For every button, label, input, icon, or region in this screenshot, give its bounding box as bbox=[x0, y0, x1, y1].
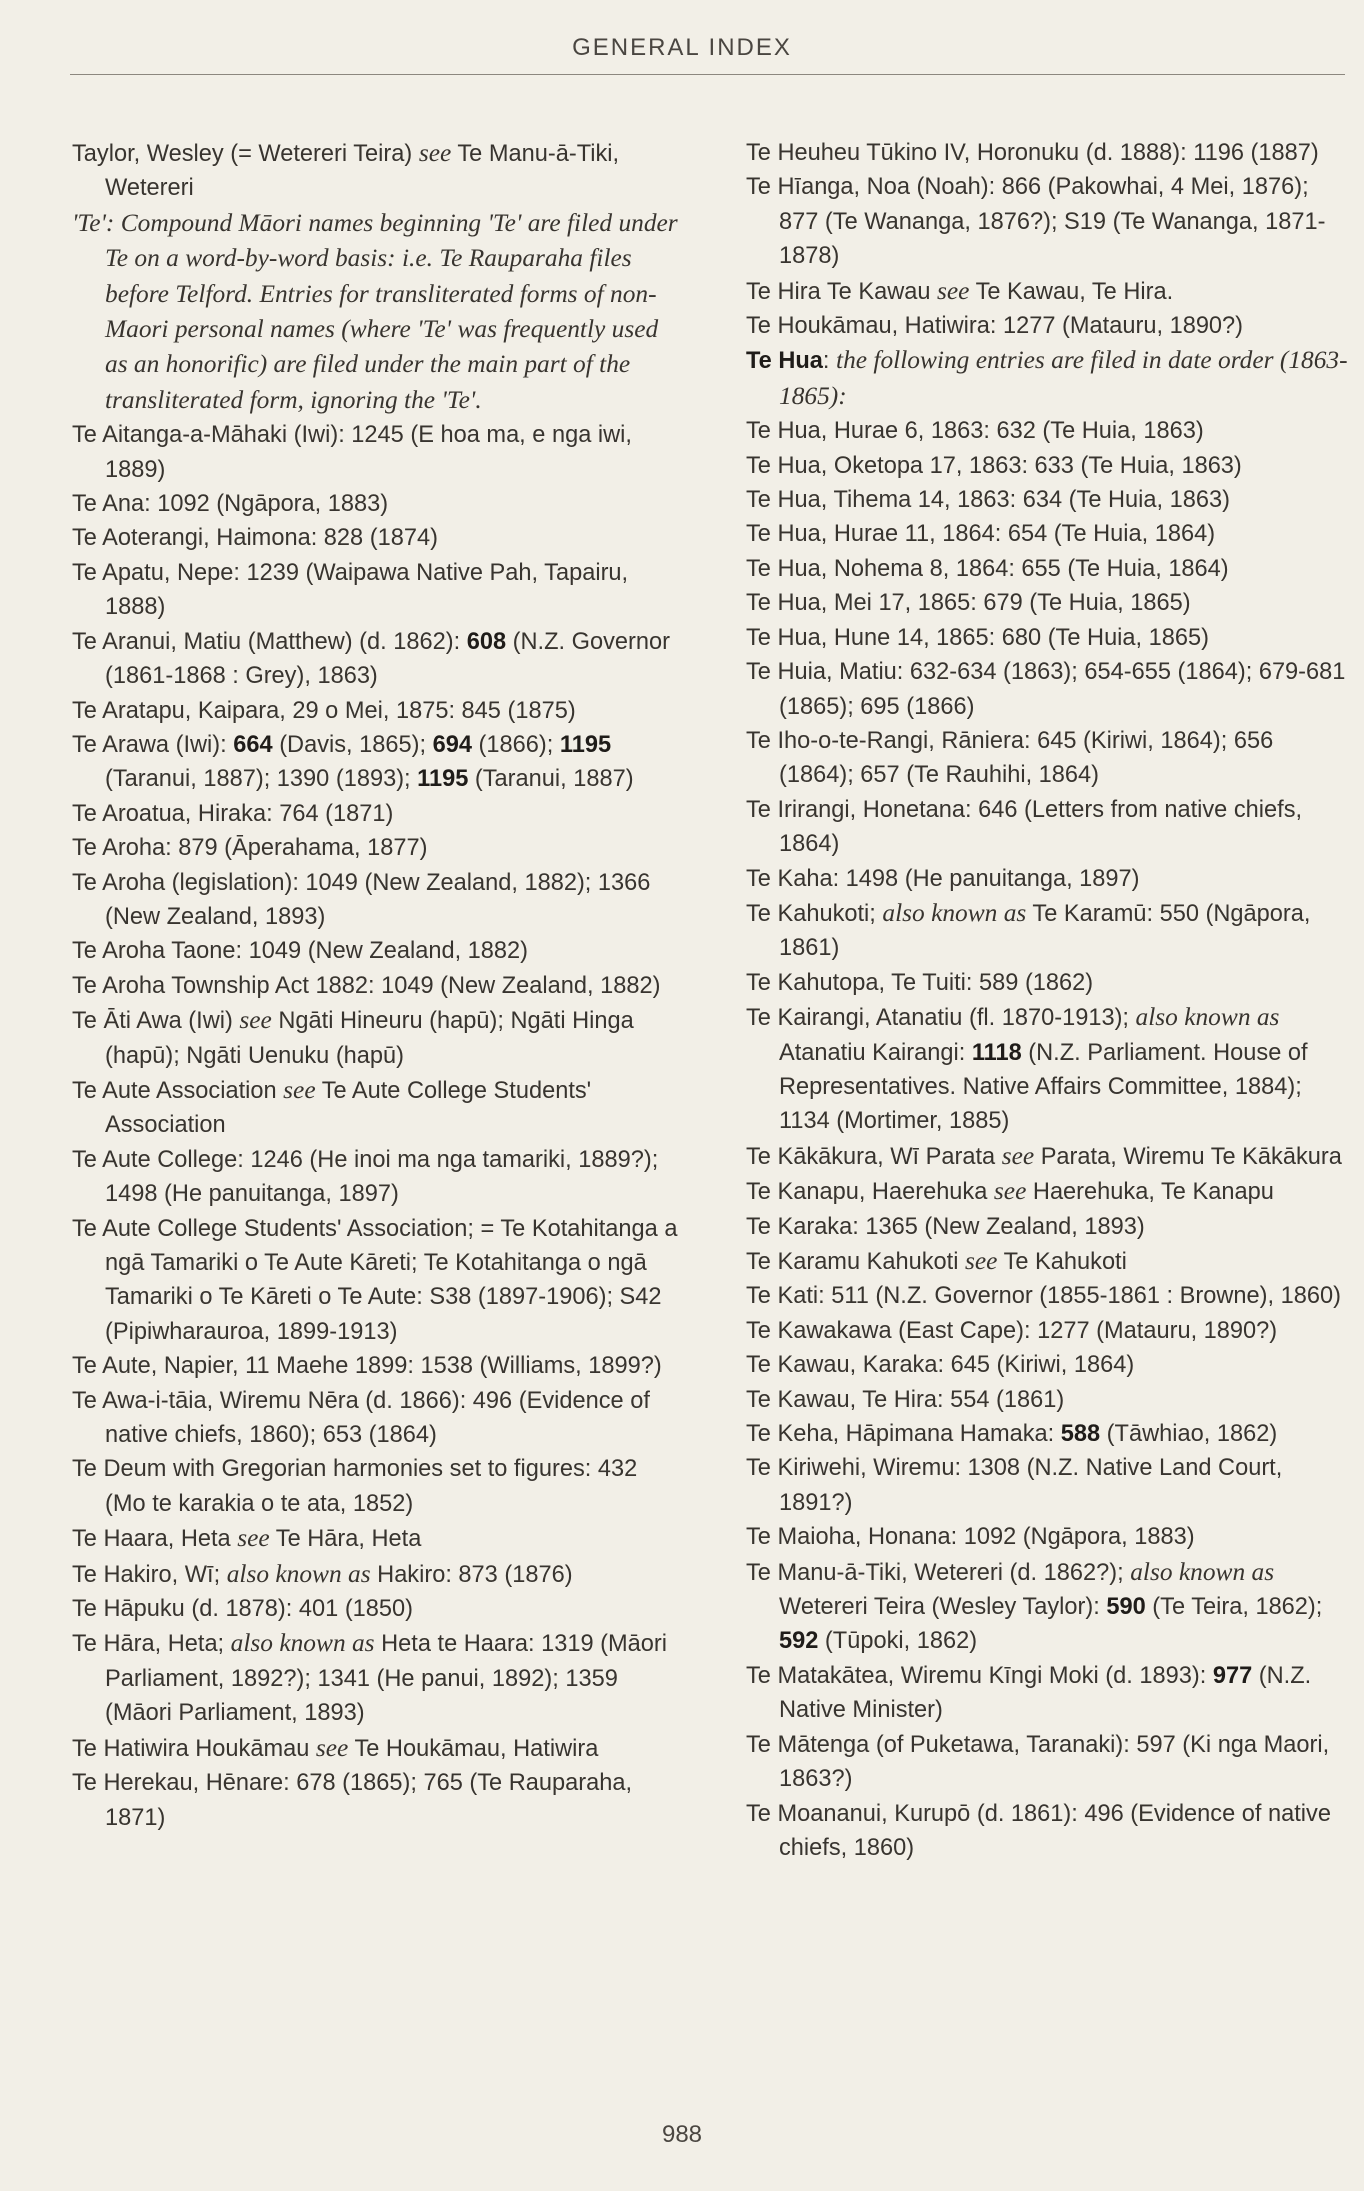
entry-text: Te Kākākura, Wī Parata bbox=[746, 1143, 1002, 1170]
entry-text: also known as bbox=[882, 898, 1027, 927]
index-entry bbox=[746, 724, 1350, 793]
entry-text: Te Karamū: 550 (Ngāpora, 1861) bbox=[779, 900, 1311, 962]
entry-text: (N.Z. Parliament. House of Representatives. Native Affairs Committee, 1884); 1134 (Mortimer, 1885) bbox=[779, 1039, 1308, 1135]
entry-text: Te Kahukoti; bbox=[746, 900, 883, 927]
entry-text: Te Hāra, Heta bbox=[269, 1526, 422, 1553]
entry-text: Te Āti Awa (Iwi) bbox=[72, 1008, 240, 1035]
running-head: GENERAL INDEX bbox=[572, 34, 792, 61]
entry-text: Te Hua bbox=[746, 348, 823, 375]
index-entry bbox=[746, 1244, 1350, 1279]
index-entry bbox=[72, 1592, 682, 1626]
entry-text: 590 bbox=[1106, 1594, 1146, 1621]
entry-text: Te Hua, Mei 17, 1865: 679 (Te Huia, 1865) bbox=[746, 590, 1191, 617]
index-entry bbox=[746, 621, 1350, 655]
entry-text: (Tūpoki, 1862) bbox=[818, 1628, 978, 1655]
entry-text: Haerehuka, Te Kanapu bbox=[1026, 1179, 1274, 1206]
entry-text: Te Kawakawa (East Cape): 1277 (Matauru, 1890?) bbox=[746, 1317, 1278, 1344]
entry-text: Te Aoterangi, Haimona: 828 (1874) bbox=[72, 525, 438, 552]
entry-text: Te Kaha: 1498 (He panuitanga, 1897) bbox=[746, 865, 1140, 892]
index-entry bbox=[72, 969, 682, 1003]
index-entry bbox=[72, 866, 682, 935]
index-entry bbox=[746, 309, 1350, 343]
entry-text: Te Hua, Hune 14, 1865: 680 (Te Huia, 1865) bbox=[746, 624, 1210, 651]
entry-text: Te Ana: 1092 (Ngāpora, 1883) bbox=[72, 491, 389, 518]
entry-text: Te Maioha, Honana: 1092 (Ngāpora, 1883) bbox=[746, 1524, 1195, 1551]
index-entry bbox=[746, 966, 1350, 1000]
entry-text: Te Hakiro, Wī; bbox=[72, 1561, 227, 1588]
header-rule bbox=[70, 74, 1345, 75]
entry-text: Te Houkāmau, Hatiwira bbox=[348, 1735, 599, 1762]
index-entry bbox=[72, 521, 682, 555]
entry-text: Te Haara, Heta bbox=[72, 1526, 238, 1553]
index-entry bbox=[746, 1659, 1350, 1728]
index-entry bbox=[72, 694, 682, 728]
entry-text: see bbox=[239, 1006, 272, 1035]
index-entry bbox=[72, 1143, 682, 1212]
index-entry bbox=[746, 1314, 1350, 1348]
index-entry bbox=[746, 1279, 1350, 1313]
index-entry bbox=[72, 1212, 682, 1350]
index-entry bbox=[746, 1417, 1350, 1451]
index-entry bbox=[746, 1174, 1350, 1209]
entry-text: Te Kawau, Karaka: 645 (Kiriwi, 1864) bbox=[746, 1352, 1135, 1379]
entry-text: Te Kahukoti bbox=[997, 1249, 1127, 1275]
index-entry bbox=[72, 831, 682, 865]
entry-text: (Davis, 1865); bbox=[272, 731, 433, 758]
entry-text: Te Huia, Matiu: 632-634 (1863); 654-655 (1864); 679-681 (1865); 695 (1866) bbox=[746, 659, 1346, 720]
entry-text: Te Mātenga (of Puketawa, Taranaki): 597 (Ki nga Maori, 1863?) bbox=[746, 1731, 1330, 1793]
entry-text: Te Kairangi, Atanatiu (fl. 1870-1913); bbox=[746, 1005, 1136, 1032]
entry-text: Parata, Wiremu Te Kākākura bbox=[1034, 1143, 1342, 1170]
entry-text: Atanatiu Kairangi: bbox=[779, 1039, 972, 1066]
index-entry bbox=[72, 728, 682, 797]
index-entry bbox=[746, 1797, 1350, 1866]
entry-text: 'Te': Compound Māori names beginning 'Te' are filed under Te on a word-by-word basis: i.e. Te Rauparaha files before Telford. Entries for transliterated forms of non-Maori personal names (where 'Te' was frequently used as an honorific) are filed under the main part of the transliterated form, ignoring the 'Te'. bbox=[72, 208, 678, 414]
index-entry bbox=[746, 793, 1350, 862]
entry-text: Te Houkāmau, Hatiwira: 1277 (Matauru, 1890?) bbox=[746, 313, 1244, 340]
entry-text: 1195 bbox=[559, 731, 612, 758]
entry-text: Te Hua, Hurae 6, 1863: 632 (Te Huia, 1863) bbox=[746, 418, 1204, 445]
entry-text: Te Hua, Oketopa 17, 1863: 633 (Te Huia, 1863) bbox=[746, 452, 1242, 479]
entry-text: Te Kiriwehi, Wiremu: 1308 (N.Z. Native Land Court, 1891?) bbox=[746, 1455, 1283, 1516]
entry-text: Te Hāra, Heta; bbox=[72, 1631, 231, 1658]
index-entry bbox=[72, 1557, 682, 1592]
entry-text: (Te Teira, 1862); bbox=[1145, 1594, 1323, 1621]
entry-text: Te Apatu, Nepe: 1239 (Waipawa Native Pah, Tapairu, 1888) bbox=[72, 559, 629, 621]
entry-text: Te Aratapu, Kaipara, 29 o Mei, 1875: 845 (1875) bbox=[72, 697, 576, 724]
index-entry bbox=[72, 206, 682, 418]
index-entry bbox=[72, 1384, 682, 1453]
entry-text: Te Hāpuku (d. 1878): 401 (1850) bbox=[72, 1596, 414, 1623]
index-entry bbox=[72, 556, 682, 625]
index-entry bbox=[72, 1452, 682, 1521]
entry-text: (Tāwhiao, 1862) bbox=[1100, 1421, 1278, 1448]
entry-text: Te Irirangi, Honetana: 646 (Letters from native chiefs, 1864) bbox=[746, 796, 1303, 858]
index-entry bbox=[746, 1139, 1350, 1174]
entry-text: Te Moananui, Kurupō (d. 1861): 496 (Evidence of native chiefs, 1860) bbox=[746, 1800, 1331, 1861]
entry-text: Taylor, Wesley (= Wetereri Teira) bbox=[72, 141, 419, 167]
entry-text: Te Aroha Township Act 1882: 1049 (New Zealand, 1882) bbox=[72, 972, 661, 999]
index-entry bbox=[746, 862, 1350, 896]
entry-text: Hakiro: 873 (1876) bbox=[370, 1561, 573, 1588]
entry-text: Te Hatiwira Houkāmau bbox=[72, 1735, 316, 1762]
entry-text: Ngāti Hineuru (hapū); Ngāti Hinga (hapū); Ngāti Uenuku (hapū) bbox=[105, 1008, 634, 1069]
index-entry bbox=[72, 1073, 682, 1143]
entry-text: Te Deum with Gregorian harmonies set to figures: 432 (Mo te karakia o te ata, 1852) bbox=[72, 1456, 638, 1517]
entry-text: Te Aroatua, Hiraka: 764 (1871) bbox=[72, 800, 394, 827]
index-entry bbox=[746, 586, 1350, 620]
entry-text: Te Aroha: 879 (Āperahama, 1877) bbox=[72, 835, 428, 862]
index-entry bbox=[746, 517, 1350, 551]
entry-text: (Taranui, 1887); 1390 (1893); bbox=[105, 766, 418, 793]
entry-text: also known as bbox=[1135, 1003, 1280, 1032]
entry-text: Te Kanapu, Haerehuka bbox=[746, 1179, 994, 1206]
entry-text: see bbox=[237, 1524, 270, 1553]
index-entry bbox=[746, 483, 1350, 517]
index-entry bbox=[72, 1003, 682, 1073]
entry-text: Te Awa-i-tāia, Wiremu Nēra (d. 1866): 496 (Evidence of native chiefs, 1860); 653 (1864) bbox=[72, 1387, 650, 1449]
entry-text: Te Keha, Hāpimana Hamaka: bbox=[746, 1421, 1061, 1448]
index-entry bbox=[72, 797, 682, 831]
index-entry bbox=[72, 418, 682, 487]
entry-text: Te Aroha (legislation): 1049 (New Zealand, 1882); 1366 (New Zealand, 1893) bbox=[72, 869, 651, 930]
index-entry bbox=[72, 1731, 682, 1766]
entry-text: Te Aute College: 1246 (He inoi ma nga tamariki, 1889?); 1498 (He panuitanga, 1897) bbox=[72, 1146, 659, 1208]
entry-text: (1866); bbox=[472, 731, 560, 758]
index-entry bbox=[746, 896, 1350, 966]
entry-text: Te Aroha Taone: 1049 (New Zealand, 1882) bbox=[72, 938, 529, 965]
index-entry bbox=[746, 552, 1350, 586]
entry-text: 664 bbox=[233, 731, 273, 758]
left-column bbox=[72, 136, 682, 1835]
index-entry bbox=[746, 1000, 1350, 1139]
entry-text: Te Aute College Students' Association bbox=[105, 1077, 592, 1139]
entry-text: Te Hira Te Kawau bbox=[746, 278, 938, 305]
entry-text: Te Karaka: 1365 (New Zealand, 1893) bbox=[746, 1213, 1145, 1240]
index-entry bbox=[746, 449, 1350, 483]
entry-text: Te Manu-ā-Tiki, Wetereri (d. 1862?); bbox=[746, 1559, 1131, 1586]
entry-text: Te Arawa (Iwi): bbox=[72, 731, 234, 758]
index-entry bbox=[72, 1349, 682, 1383]
index-entry bbox=[746, 1210, 1350, 1244]
index-entry bbox=[746, 1451, 1350, 1520]
entry-text: Wetereri Teira (Wesley Taylor): bbox=[779, 1594, 1107, 1621]
index-entry bbox=[746, 170, 1350, 273]
entry-text: 1118 bbox=[971, 1039, 1022, 1066]
entry-text: Te Aranui, Matiu (Matthew) (d. 1862): bbox=[72, 628, 467, 655]
entry-text: the following entries are filed in date order (1863-1865): bbox=[779, 346, 1348, 410]
entry-text: Te Kahutopa, Te Tuiti: 589 (1862) bbox=[746, 969, 1094, 996]
index-entry bbox=[72, 1766, 682, 1835]
index-entry bbox=[72, 625, 682, 694]
entry-text: 592 bbox=[779, 1628, 819, 1655]
entry-text: Te Aute, Napier, 11 Maehe 1899: 1538 (Williams, 1899?) bbox=[72, 1353, 662, 1380]
entry-text: Te Kawau, Te Hira. bbox=[969, 278, 1174, 305]
index-entry bbox=[72, 487, 682, 521]
index-entry bbox=[746, 1520, 1350, 1554]
entry-text: see bbox=[418, 139, 452, 167]
entry-text: 1195 bbox=[417, 766, 469, 793]
entry-text: Heta te Haara: 1319 (Māori Parliament, 1892?); 1341 (He panui, 1892); 1359 (Māori Parliament, 1893) bbox=[105, 1631, 668, 1727]
index-entry bbox=[746, 136, 1350, 170]
entry-text: Te Iho-o-te-Rangi, Rāniera: 645 (Kiriwi, 1864); 656 (1864); 657 (Te Rauhihi, 1864) bbox=[746, 727, 1274, 789]
entry-text: also known as bbox=[230, 1629, 375, 1658]
entry-text: 608 bbox=[466, 628, 507, 655]
entry-text: Te Heuheu Tūkino IV, Horonuku (d. 1888): 1196 (1887) bbox=[746, 140, 1319, 166]
entry-text: see bbox=[283, 1075, 316, 1104]
index-entry bbox=[746, 1383, 1350, 1417]
entry-text: see bbox=[965, 1247, 998, 1275]
entry-text: see bbox=[993, 1177, 1027, 1206]
entry-text: Te Karamu Kahukoti bbox=[746, 1249, 966, 1275]
entry-text: also known as bbox=[226, 1559, 371, 1588]
index-entry bbox=[746, 1728, 1350, 1797]
entry-text: Te Hua, Nohema 8, 1864: 655 (Te Huia, 1864) bbox=[746, 555, 1229, 582]
right-column bbox=[746, 136, 1350, 1865]
entry-text: also known as bbox=[1130, 1557, 1275, 1586]
entry-text: Te Aute College Students' Association; = Te Kotahitanga a ngā Tamariki o Te Aute Kāreti; Te Kotahitanga o ngā Tamariki o Te Kāreti o Te Aute: S38 (1897-1906); S42 (Pipiwharauroa, 1899-1913) bbox=[72, 1215, 678, 1345]
entry-text: Te Hīanga, Noa (Noah): 866 (Pakowhai, 4 Mei, 1876); 877 (Te Wananga, 1876?); S19 (Te Wananga, 1871-1878) bbox=[746, 174, 1326, 270]
page-number: 988 bbox=[661, 2121, 703, 2148]
entry-text: 588 bbox=[1060, 1421, 1101, 1448]
entry-text: (N.Z. Governor (1861-1868 : Grey), 1863) bbox=[105, 628, 670, 690]
entry-text: Te Aitanga-a-Māhaki (Iwi): 1245 (E hoa ma, e nga iwi, 1889) bbox=[72, 422, 632, 483]
entry-text: Te Herekau, Hēnare: 678 (1865); 765 (Te Rauparaha, 1871) bbox=[72, 1770, 633, 1831]
entry-text: Te Hua, Hurae 11, 1864: 654 (Te Huia, 1864) bbox=[746, 521, 1216, 548]
entry-text: Te Matakātea, Wiremu Kīngi Moki (d. 1893): bbox=[746, 1662, 1213, 1689]
entry-text: : bbox=[822, 348, 837, 375]
entry-text: Te Aute Association bbox=[72, 1077, 284, 1104]
entry-text: 977 bbox=[1212, 1662, 1253, 1689]
entry-text: (N.Z. Native Minister) bbox=[779, 1662, 1312, 1724]
entry-text: see bbox=[315, 1733, 349, 1762]
index-entry bbox=[746, 1555, 1350, 1659]
entry-text: Te Kati: 511 (N.Z. Governor (1855-1861 : Browne), 1860) bbox=[746, 1283, 1341, 1310]
index-entry bbox=[746, 414, 1350, 448]
index-entry bbox=[746, 1348, 1350, 1382]
index-entry bbox=[746, 655, 1350, 724]
entry-text: (Taranui, 1887) bbox=[468, 766, 634, 793]
entry-text: see bbox=[1001, 1141, 1035, 1170]
index-entry bbox=[746, 343, 1350, 414]
index-entry bbox=[72, 1521, 682, 1556]
entry-text: see bbox=[937, 276, 970, 305]
index-entry bbox=[746, 274, 1350, 309]
entry-text: Te Manu-ā-Tiki, Wetereri bbox=[105, 141, 620, 202]
entry-text: 694 bbox=[432, 731, 472, 758]
entry-text: Te Kawau, Te Hira: 554 (1861) bbox=[746, 1386, 1065, 1413]
index-entry bbox=[72, 136, 682, 206]
index-entry bbox=[72, 934, 682, 968]
entry-text: Te Hua, Tihema 14, 1863: 634 (Te Huia, 1863) bbox=[746, 487, 1230, 514]
index-entry bbox=[72, 1626, 682, 1730]
